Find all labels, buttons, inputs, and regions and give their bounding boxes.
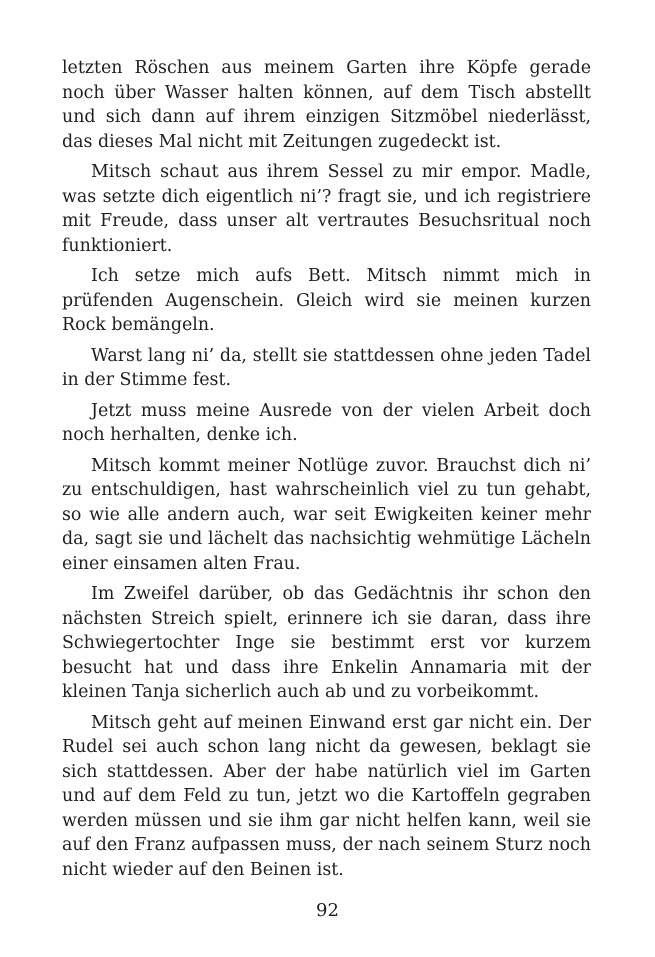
paragraph-3: Ich setze mich aufs Bett. Mitsch nimmt mich in prüfenden Augenschein. Gleich wird sie meinen kurzen Rock bemängeln. (62, 266, 591, 335)
page-number: 92 (316, 900, 339, 921)
paragraph-1: letzten Röschen aus meinem Garten ihre Köpfe gerade noch über Wasser halten können, auf dem Tisch abstellt und sich dann auf ihrem einzigen Sitzmöbel niederlässt, das dieses Mal nicht mit Zeitungen zugedeckt ist. (62, 58, 591, 152)
paragraph-2: Mitsch schaut aus ihrem Sessel zu mir empor. Madle, was setzte dich eigentlich ni’? fragt sie, und ich registriere mit Freude, dass unser alt vertrautes Besuchsritual noch funktioniert. (62, 162, 591, 256)
page-body (62, 56, 591, 886)
paragraph-4: Warst lang ni’ da, stellt sie stattdessen ohne jeden Tadel in der Stimme fest. (62, 345, 591, 390)
paragraph-7: Im Zweifel darüber, ob das Gedächtnis ihr schon den nächsten Streich spielt, erinnere ich sie daran, dass ihre Schwiegertochter Inge sie bestimmt erst vor kurzem besucht hat und dass ihre Enkelin Annamaria mit der kleinen Tanja sicherlich auch ab und zu vorbeikommt. (62, 584, 591, 702)
paragraph-6: Mitsch kommt meiner Notlüge zuvor. Brauchst dich ni’ zu entschuldigen, hast wahrscheinlich viel zu tun gehabt, so wie alle andern auch, war seit Ewigkeiten keiner mehr da, sagt sie und lächelt das nachsichtig wehmütige Lächeln einer einsamen alten Frau. (62, 455, 591, 574)
paragraph-8: Mitsch geht auf meinen Einwand erst gar nicht ein. Der Rudel sei auch schon lang nicht da gewesen, beklagt sie sich stattdessen. Aber der habe natürlich viel im Garten und auf dem Feld zu tun, jetzt wo die Kartoffeln gegraben werden müssen und sie ihm gar nicht helfen kann, weil sie auf den Franz aufpassen muss, der nach seinem Sturz noch nicht wieder auf den Beinen ist. (62, 712, 591, 880)
paragraph-5: Jetzt muss meine Ausrede von der vielen Arbeit doch noch herhalten, denke ich. (62, 400, 591, 445)
